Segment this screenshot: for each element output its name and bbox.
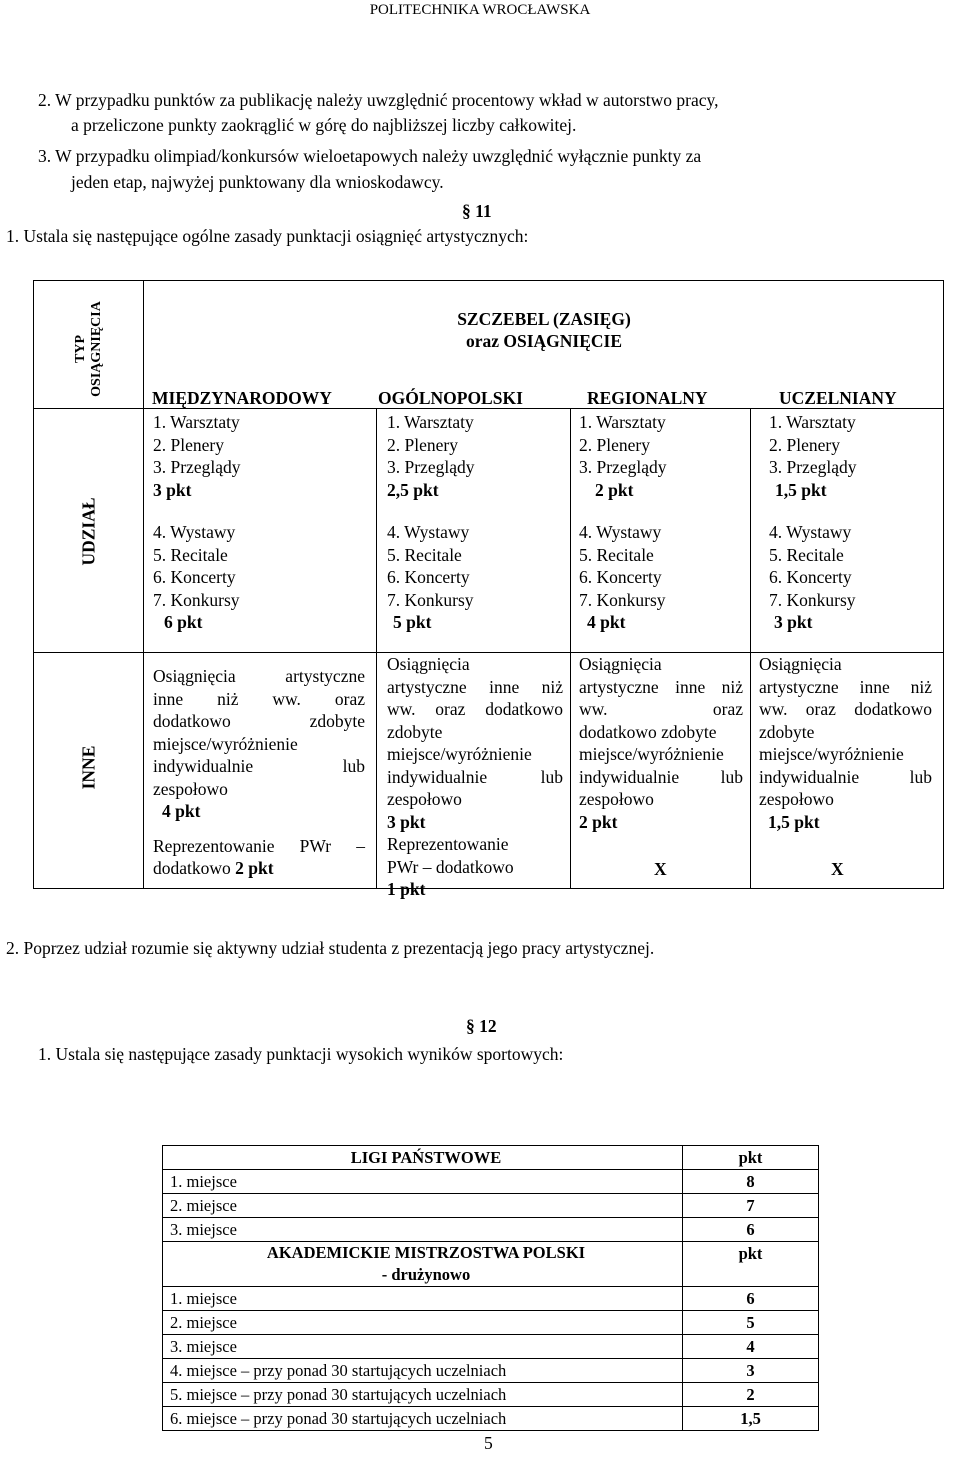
other-text-line: miejsce/wyróżnienie bbox=[759, 744, 904, 764]
other-text-line: dodatkowo zdobyte bbox=[579, 721, 717, 742]
item-przeglady: 3. Przeglądy bbox=[387, 457, 475, 477]
table-row bbox=[163, 1311, 819, 1335]
other-text-line: zespołowo bbox=[153, 778, 228, 799]
item-plenery: 2. Plenery bbox=[387, 434, 458, 455]
points: 4 pkt bbox=[587, 612, 626, 632]
points: 3 pkt bbox=[387, 811, 426, 832]
points: 6 pkt bbox=[164, 612, 203, 632]
other-text-line: ww. oraz bbox=[579, 699, 743, 719]
item-konkursy: 7. Konkursy bbox=[769, 589, 856, 610]
item-warsztaty: 1. Warsztaty bbox=[153, 412, 240, 432]
header-line-1: SZCZEBEL (ZASIĘG) bbox=[457, 309, 631, 329]
points: 3 pkt bbox=[774, 612, 813, 632]
paragraph-3-line-2: jeden etap, najwyżej punktowany dla wnioskodawcy. bbox=[71, 172, 444, 192]
other-text-line: miejsce/wyróżnienie bbox=[387, 744, 532, 764]
item-plenery: 2. Plenery bbox=[579, 434, 650, 455]
level-national: OGÓLNOPOLSKI bbox=[378, 388, 523, 408]
points: 5 pkt bbox=[393, 612, 432, 632]
paragraph-3-line-1: 3. W przypadku olimpiad/konkursów wieloetapowych należy uwzględnić wyłącznie punkty za bbox=[38, 146, 702, 166]
representation-line-2: dodatkowo bbox=[153, 858, 236, 878]
points: 1,5 pkt bbox=[775, 479, 827, 500]
paragraph-2-line-2: a przeliczone punkty zaokrąglić w górę do najbliższej liczby całkowitej. bbox=[71, 115, 577, 135]
item-przeglady: 3. Przeglądy bbox=[153, 457, 241, 477]
place-cell: 2. miejsce bbox=[163, 1194, 683, 1218]
points: 3 pkt bbox=[153, 479, 192, 500]
level-header-cell bbox=[144, 281, 944, 409]
points: 2 pkt bbox=[579, 811, 618, 832]
item-plenery: 2. Plenery bbox=[769, 434, 840, 455]
other-text-line: artystyczne inne niż bbox=[579, 676, 743, 697]
points-cell: 6 bbox=[683, 1287, 819, 1311]
place-cell: 5. miejsce – przy ponad 30 startujących uczelniach bbox=[163, 1383, 683, 1407]
other-text-line: ww. oraz dodatkowo bbox=[759, 699, 932, 719]
other-text-line: Osiągnięcia bbox=[759, 654, 842, 674]
item-recitale: 5. Recitale bbox=[387, 544, 462, 565]
place-cell: 3. miejsce bbox=[163, 1335, 683, 1359]
amp-header-line-1: AKADEMICKIE MISTRZOSTWA POLSKI bbox=[266, 1243, 586, 1262]
ligi-header: LIGI PAŃSTWOWE bbox=[163, 1146, 683, 1170]
typ-label: TYP OSIĄGNIĘCIA bbox=[73, 301, 104, 397]
point-1-art: 1. Ustala się następujące ogólne zasady punktacji osiągnięć artystycznych: bbox=[6, 226, 529, 246]
other-text-line: miejsce/wyróżnienie bbox=[153, 733, 298, 754]
item-przeglady: 3. Przeglądy bbox=[579, 457, 667, 477]
item-koncerty: 6. Koncerty bbox=[387, 567, 470, 587]
udzial-regional bbox=[571, 409, 751, 653]
representation-line: Reprezentowanie bbox=[387, 834, 509, 854]
other-text-line: inne niż ww. oraz bbox=[153, 688, 365, 709]
inne-international bbox=[144, 653, 377, 889]
point-1-sport: 1. Ustala się następujące zasady punktacji wysokich wyników sportowych: bbox=[38, 1044, 564, 1064]
not-applicable-mark: X bbox=[654, 859, 667, 879]
inne-national bbox=[377, 653, 571, 899]
representation-points: 1 pkt bbox=[387, 879, 426, 899]
art-achievements-table bbox=[33, 280, 944, 899]
amp-header-line-2: - drużynowo bbox=[381, 1265, 471, 1284]
typ-header-cell bbox=[34, 281, 144, 409]
page-number: 5 bbox=[484, 1433, 493, 1453]
udzial-label-cell bbox=[34, 409, 144, 653]
other-text-line: artystyczne inne niż bbox=[387, 676, 563, 697]
udzial-international bbox=[144, 409, 377, 653]
other-text-line: zdobyte bbox=[387, 721, 443, 742]
representation-line: PWr – dodatkowo bbox=[387, 856, 514, 877]
item-recitale: 5. Recitale bbox=[153, 544, 228, 565]
inne-label: INNE bbox=[78, 745, 99, 790]
inne-label-cell bbox=[34, 653, 144, 889]
item-recitale: 5. Recitale bbox=[769, 544, 844, 565]
item-recitale: 5. Recitale bbox=[579, 544, 654, 565]
not-applicable-mark: X bbox=[831, 859, 844, 879]
points-cell: 1,5 bbox=[683, 1407, 819, 1431]
points-cell: 6 bbox=[683, 1218, 819, 1242]
other-text-line: miejsce/wyróżnienie bbox=[579, 744, 724, 764]
section-12-heading: § 12 bbox=[466, 1016, 497, 1036]
other-text-line: indywidualnie lub bbox=[387, 766, 563, 787]
item-wystawy: 4. Wystawy bbox=[579, 522, 662, 542]
other-text-line: zespołowo bbox=[579, 789, 654, 809]
other-text-line: Osiągnięcia bbox=[387, 654, 470, 674]
item-wystawy: 4. Wystawy bbox=[769, 522, 852, 542]
item-warsztaty: 1. Warsztaty bbox=[769, 412, 856, 432]
pkt-header: pkt bbox=[683, 1146, 819, 1170]
item-konkursy: 7. Konkursy bbox=[387, 589, 474, 610]
place-cell: 4. miejsce – przy ponad 30 startujących uczelniach bbox=[163, 1359, 683, 1383]
points-cell: 5 bbox=[683, 1311, 819, 1335]
udzial-national bbox=[377, 409, 571, 653]
table-row bbox=[163, 1335, 819, 1359]
points-cell: 8 bbox=[683, 1170, 819, 1194]
other-text-line: ww. oraz dodatkowo bbox=[387, 699, 563, 719]
section-11-heading: § 11 bbox=[462, 201, 492, 221]
item-konkursy: 7. Konkursy bbox=[579, 589, 666, 610]
points: 1,5 pkt bbox=[768, 811, 820, 832]
item-wystawy: 4. Wystawy bbox=[387, 522, 470, 542]
other-text-line: zespołowo bbox=[387, 789, 462, 809]
level-regional: REGIONALNY bbox=[587, 388, 708, 408]
table-row bbox=[163, 1218, 819, 1242]
representation-line-1: Reprezentowanie PWr – bbox=[153, 835, 365, 856]
paragraph-2-line-1: 2. W przypadku punktów za publikację należy uwzględnić procentowy wkład w autorstwo pracy, bbox=[38, 90, 719, 110]
table-row bbox=[163, 1146, 819, 1170]
udzial-university bbox=[751, 409, 944, 653]
table-row bbox=[163, 1359, 819, 1383]
amp-pkt-header: pkt bbox=[683, 1242, 819, 1287]
place-cell: 2. miejsce bbox=[163, 1311, 683, 1335]
level-university: UCZELNIANY bbox=[779, 388, 897, 408]
inne-university bbox=[751, 653, 944, 889]
item-przeglady: 3. Przeglądy bbox=[769, 457, 857, 477]
item-plenery: 2. Plenery bbox=[153, 434, 224, 455]
place-cell: 1. miejsce bbox=[163, 1287, 683, 1311]
other-text-line: indywidualnie lub bbox=[579, 766, 743, 787]
other-text-line: Osiągnięcia bbox=[579, 654, 662, 674]
place-cell: 3. miejsce bbox=[163, 1218, 683, 1242]
item-warsztaty: 1. Warsztaty bbox=[387, 412, 474, 432]
udzial-label: UDZIAŁ bbox=[78, 497, 99, 566]
running-header: POLITECHNIKA WROCŁAWSKA bbox=[369, 2, 591, 18]
amp-header bbox=[163, 1242, 683, 1287]
item-koncerty: 6. Koncerty bbox=[769, 567, 852, 587]
other-text-line: zdobyte bbox=[759, 721, 815, 742]
item-konkursy: 7. Konkursy bbox=[153, 589, 240, 610]
place-cell: 1. miejsce bbox=[163, 1170, 683, 1194]
other-text-line: dodatkowo zdobyte bbox=[153, 711, 365, 731]
table-row bbox=[163, 1242, 819, 1287]
points: 4 pkt bbox=[162, 801, 201, 821]
representation-points: 2 pkt bbox=[235, 858, 274, 878]
item-koncerty: 6. Koncerty bbox=[579, 567, 662, 587]
points: 2 pkt bbox=[595, 479, 634, 500]
item-koncerty: 6. Koncerty bbox=[153, 567, 236, 587]
table-row bbox=[163, 1407, 819, 1431]
points: 2,5 pkt bbox=[387, 479, 439, 500]
level-international: MIĘDZYNARODOWY bbox=[152, 388, 332, 408]
other-text-line: Osiągnięcia artystyczne bbox=[153, 666, 365, 686]
points-cell: 4 bbox=[683, 1335, 819, 1359]
table-row bbox=[163, 1170, 819, 1194]
points-cell: 2 bbox=[683, 1383, 819, 1407]
other-text-line: indywidualnie lub bbox=[153, 756, 365, 776]
points-cell: 3 bbox=[683, 1359, 819, 1383]
other-text-line: indywidualnie lub bbox=[759, 766, 932, 787]
place-cell: 6. miejsce – przy ponad 30 startujących uczelniach bbox=[163, 1407, 683, 1431]
points-cell: 7 bbox=[683, 1194, 819, 1218]
item-warsztaty: 1. Warsztaty bbox=[579, 412, 666, 432]
table-row bbox=[163, 1383, 819, 1407]
other-text-line: artystyczne inne niż bbox=[759, 676, 932, 697]
sports-points-table bbox=[162, 1145, 819, 1431]
header-line-2: oraz OSIĄGNIĘCIE bbox=[465, 331, 623, 351]
table-row bbox=[163, 1287, 819, 1311]
item-wystawy: 4. Wystawy bbox=[153, 522, 236, 542]
point-2-definition: 2. Poprzez udział rozumie się aktywny udział studenta z prezentacją jego pracy artystycznej. bbox=[6, 938, 655, 958]
other-text-line: zespołowo bbox=[759, 789, 834, 809]
inne-regional bbox=[571, 653, 751, 889]
table-row bbox=[163, 1194, 819, 1218]
